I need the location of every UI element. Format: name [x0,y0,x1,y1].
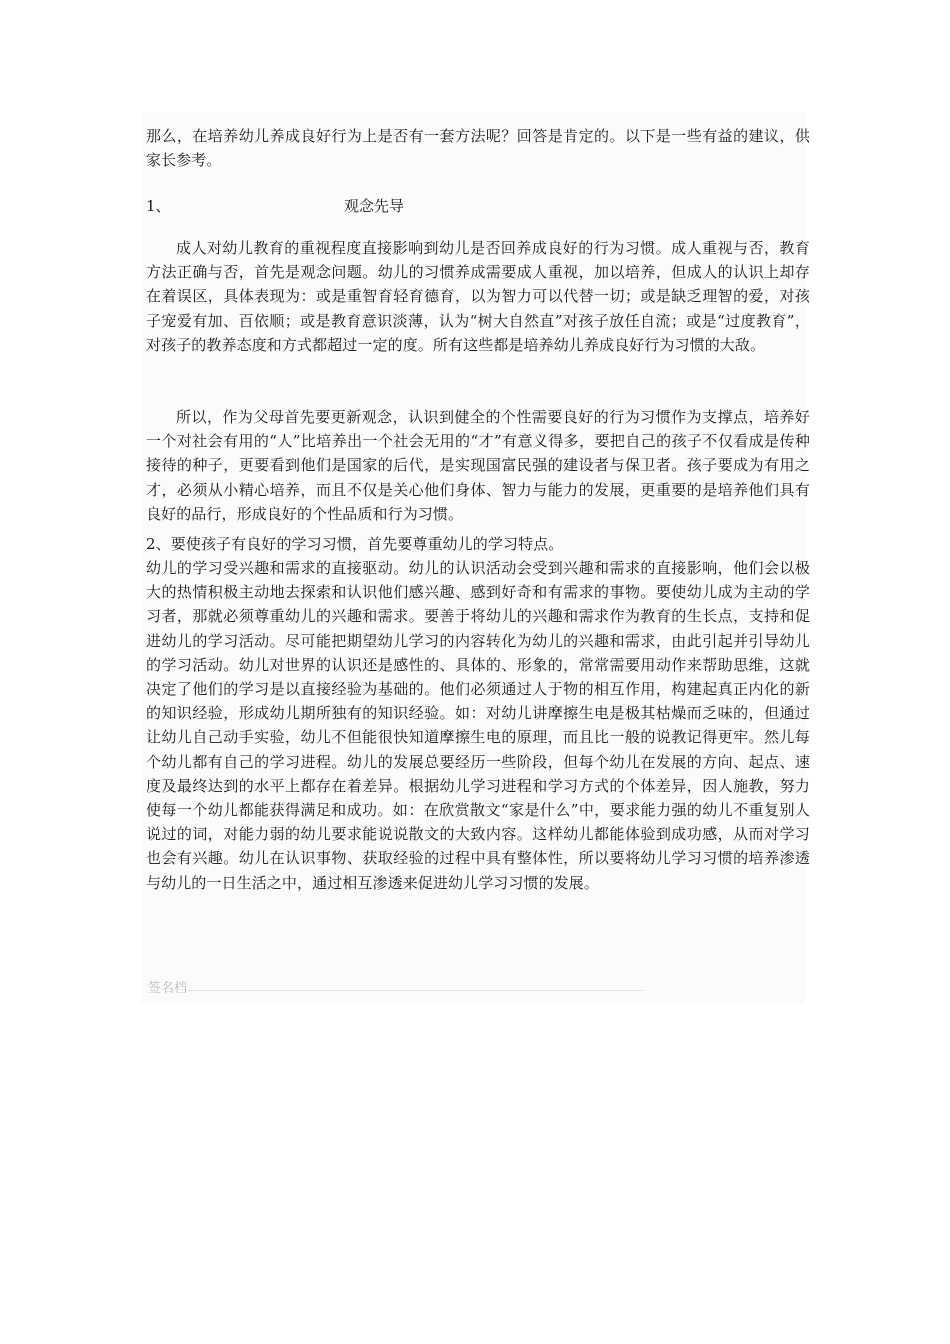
paragraph-2: 所以，作为父母首先要更新观念，认识到健全的个性需要良好的行为习惯作为支撑点，培养好一个对社会有用的“人”比培养出一个社会无用的“才”有意义得多，要把自己的孩子不仅看成是传种接待的种子，更要看到他们是国家的后代，是实现国富民强的建设者与保卫者。孩子要成为有用之才，必须从小精心培养，而且不仅是关心他们身体、智力与能力的发展，更重要的是培养他们具有良好的品行，形成良好的个性品质和行为习惯。 [146,408,810,523]
section-1-heading [146,194,810,218]
paragraph-3: 幼儿的学习受兴趣和需求的直接驱动。幼儿的认识活动会受到兴趣和需求的直接影响，他们会以极大的热情积极主动地去探索和认识他们感兴趣、感到好奇和有需求的事物。要使幼儿成为主动的学习者，那就必须尊重幼儿的兴趣和需求。要善于将幼儿的兴趣和需求作为教育的生长点，支持和促进幼儿的学习活动。尽可能把期望幼儿学习的内容转化为幼儿的兴趣和需求，由此引起并引导幼儿的学习活动。幼儿对世界的认识还是感性的、具体的、形象的，常常需要用动作来帮助思维，这就决定了他们的学习是以直接经验为基础的。他们必须通过人于物的相互作用，构建起真正内化的新的知识经验，形成幼儿期所独有的知识经验。如：对幼儿讲摩擦生电是极其枯燥而乏味的，但通过让幼儿自己动手实验，幼儿不但能很快知道摩擦生电的原理，而且比一般的说教记得更牢。然儿每个幼儿都有自己的学习进程。幼儿的发展总要经历一些阶段，但每个幼儿在发展的方向、起点、速度及最终达到的水平上都存在着差异。根据幼儿学习进程和学习方式的个体差异，因人施教，努力使每一个幼儿都能获得满足和成功。如：在欣赏散文“家是什么”中，要求能力强的幼儿不重复别人说过的词，对能力弱的幼儿要求能说说散文的大致内容。这样幼儿都能体验到成功感，从而对学习也会有兴趣。幼儿在认识事物、获取经验的过程中具有整体性，所以要将幼儿学习习惯的培养渗透与幼儿的一日生活之中，通过相互渗透来促进幼儿学习习惯的发展。 [146,559,810,892]
section-1-title: 观念先导 [344,197,405,215]
signature-label: 签名档 [148,980,188,996]
signature-block [148,976,644,996]
paragraph-1: 成人对幼儿教育的重视程度直接影响到幼儿是否回养成良好的行为习惯。成人重视与否，教育方法正确与否，首先是观念问题。幼儿的习惯养成需要成人重视，加以培养，但成人的认识上却存在着误区，具体表现为：或是重智育轻育德育，以为智力可以代替一切；或是缺乏理智的爱，对孩子宠爱有加、百依顺；或是教育意识淡薄，认为“树大自然直”对孩子放任自流；或是“过度教育”，对孩子的教养态度和方式都超过一定的度。所有这些都是培养幼儿养成良好行为习惯的大敌。 [146,239,810,354]
section-2-heading: 2、要使孩子有良好的学习习惯，首先要尊重幼儿的学习特点。 [146,535,564,553]
signature-divider [189,990,644,991]
section-1-number: 1、 [146,197,171,215]
intro-paragraph: 那么，在培养幼儿养成良好行为上是否有一套方法呢？回答是肯定的。以下是一些有益的建议，供家长参考。 [146,127,810,170]
